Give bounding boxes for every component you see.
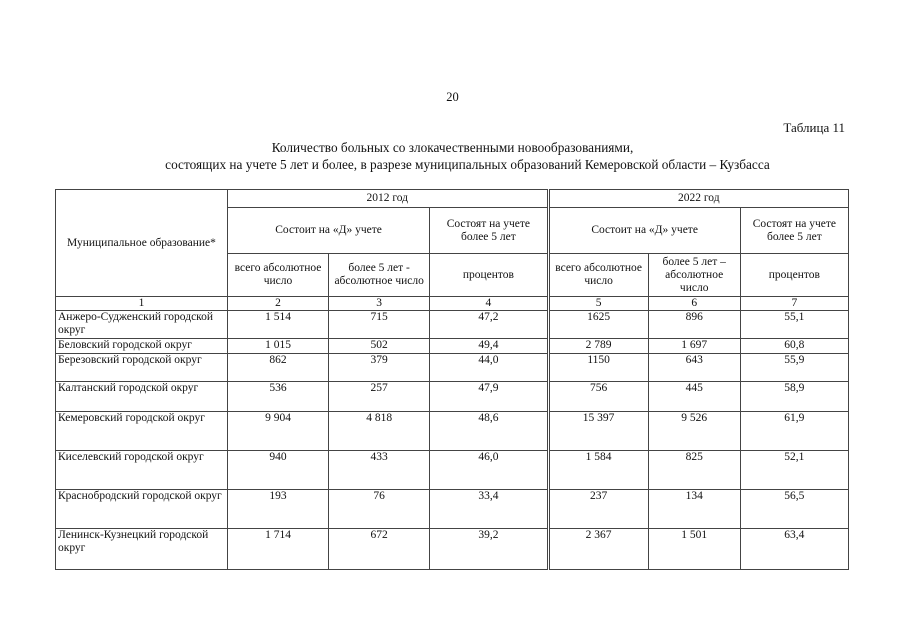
- cell-total-2022: 237: [548, 490, 648, 529]
- table-row: [56, 382, 849, 412]
- cell-over5-2022: 1 501: [648, 529, 740, 570]
- cell-over5-2022: 896: [648, 311, 740, 339]
- cell-total-2022: 1 584: [548, 451, 648, 490]
- table-row: [56, 311, 849, 339]
- table-row: [56, 529, 849, 570]
- header-registered-2022: Состоит на «Д» учете: [548, 208, 740, 254]
- municipality-name: Беловский городской округ: [56, 339, 228, 354]
- municipality-name: Ленинск-Кузнецкий городской округ: [56, 529, 228, 570]
- table-row: [56, 354, 849, 382]
- table-row: [56, 451, 849, 490]
- cell-over5-2022: 1 697: [648, 339, 740, 354]
- cell-total-2012: 1 714: [227, 529, 328, 570]
- cell-total-2012: 536: [227, 382, 328, 412]
- cell-total-2012: 193: [227, 490, 328, 529]
- header-over5-2012: Состоят на учете более 5 лет: [430, 208, 548, 254]
- table-title: [0, 139, 905, 173]
- cell-total-2012: 940: [227, 451, 328, 490]
- header-year-2012: 2012 год: [227, 190, 548, 208]
- column-number: 7: [740, 297, 848, 311]
- column-number: 1: [56, 297, 228, 311]
- cell-percent-2022: 55,1: [740, 311, 848, 339]
- cell-percent-2012: 39,2: [430, 529, 548, 570]
- cell-over5-2022: 825: [648, 451, 740, 490]
- header-registered-2012: Состоит на «Д» учете: [227, 208, 429, 254]
- table-label: Таблица 11: [783, 120, 845, 135]
- header-total-abs-2012: всего абсолютное число: [227, 254, 328, 297]
- cell-percent-2012: 48,6: [430, 412, 548, 451]
- table-title-line-2: состоящих на учете 5 лет и более, в разрезе муниципальных образований Кемеровской области – Кузбасса: [165, 157, 770, 172]
- cell-percent-2022: 55,9: [740, 354, 848, 382]
- cell-percent-2012: 49,4: [430, 339, 548, 354]
- cell-percent-2022: 63,4: [740, 529, 848, 570]
- header-percent-2022: процентов: [740, 254, 848, 297]
- header-over5-abs-2022: более 5 лет – абсолютное число: [648, 254, 740, 297]
- cell-over5-2012: 4 818: [329, 412, 430, 451]
- cell-percent-2022: 61,9: [740, 412, 848, 451]
- cell-percent-2012: 46,0: [430, 451, 548, 490]
- header-over5-2022: Состоят на учете более 5 лет: [740, 208, 848, 254]
- column-number-row: [56, 297, 849, 311]
- cell-over5-2012: 672: [329, 529, 430, 570]
- header-year-2022: 2022 год: [548, 190, 848, 208]
- cell-total-2012: 1 015: [227, 339, 328, 354]
- table-title-line-1: Количество больных со злокачественными новообразованиями,: [271, 140, 634, 155]
- column-number: 3: [329, 297, 430, 311]
- column-number: 6: [648, 297, 740, 311]
- municipality-name: Калтанский городской округ: [56, 382, 228, 412]
- header-total-abs-2022: всего абсолютное число: [548, 254, 648, 297]
- cell-total-2012: 9 904: [227, 412, 328, 451]
- cell-percent-2022: 56,5: [740, 490, 848, 529]
- municipality-name: Краснобродский городской округ: [56, 490, 228, 529]
- cell-total-2012: 1 514: [227, 311, 328, 339]
- cell-percent-2012: 47,9: [430, 382, 548, 412]
- municipality-name: Анжеро-Судженский городской округ: [56, 311, 228, 339]
- municipality-name: Березовский городской округ: [56, 354, 228, 382]
- header-over5-abs-2012: более 5 лет - абсолютное число: [329, 254, 430, 297]
- cell-over5-2022: 643: [648, 354, 740, 382]
- column-number: 5: [548, 297, 648, 311]
- cell-total-2022: 756: [548, 382, 648, 412]
- cell-percent-2012: 44,0: [430, 354, 548, 382]
- cell-percent-2022: 60,8: [740, 339, 848, 354]
- cell-total-2022: 2 789: [548, 339, 648, 354]
- cell-over5-2012: 433: [329, 451, 430, 490]
- cell-percent-2012: 47,2: [430, 311, 548, 339]
- cell-total-2022: 15 397: [548, 412, 648, 451]
- data-table: [55, 189, 849, 570]
- page-number: 20: [446, 90, 459, 104]
- cell-over5-2012: 379: [329, 354, 430, 382]
- cell-over5-2012: 502: [329, 339, 430, 354]
- header-percent-2012: процентов: [430, 254, 548, 297]
- cell-over5-2012: 257: [329, 382, 430, 412]
- cell-total-2022: 1150: [548, 354, 648, 382]
- table-row: [56, 339, 849, 354]
- column-number: 2: [227, 297, 328, 311]
- cell-total-2022: 2 367: [548, 529, 648, 570]
- cell-over5-2022: 9 526: [648, 412, 740, 451]
- table-row: [56, 412, 849, 451]
- column-number: 4: [430, 297, 548, 311]
- municipality-name: Киселевский городской округ: [56, 451, 228, 490]
- table-row: [56, 490, 849, 529]
- cell-over5-2022: 445: [648, 382, 740, 412]
- cell-over5-2012: 76: [329, 490, 430, 529]
- cell-percent-2022: 52,1: [740, 451, 848, 490]
- municipality-name: Кемеровский городской округ: [56, 412, 228, 451]
- cell-total-2012: 862: [227, 354, 328, 382]
- cell-percent-2022: 58,9: [740, 382, 848, 412]
- cell-over5-2012: 715: [329, 311, 430, 339]
- cell-total-2022: 1625: [548, 311, 648, 339]
- header-municipality: Муниципальное образование*: [56, 190, 228, 297]
- cell-over5-2022: 134: [648, 490, 740, 529]
- cell-percent-2012: 33,4: [430, 490, 548, 529]
